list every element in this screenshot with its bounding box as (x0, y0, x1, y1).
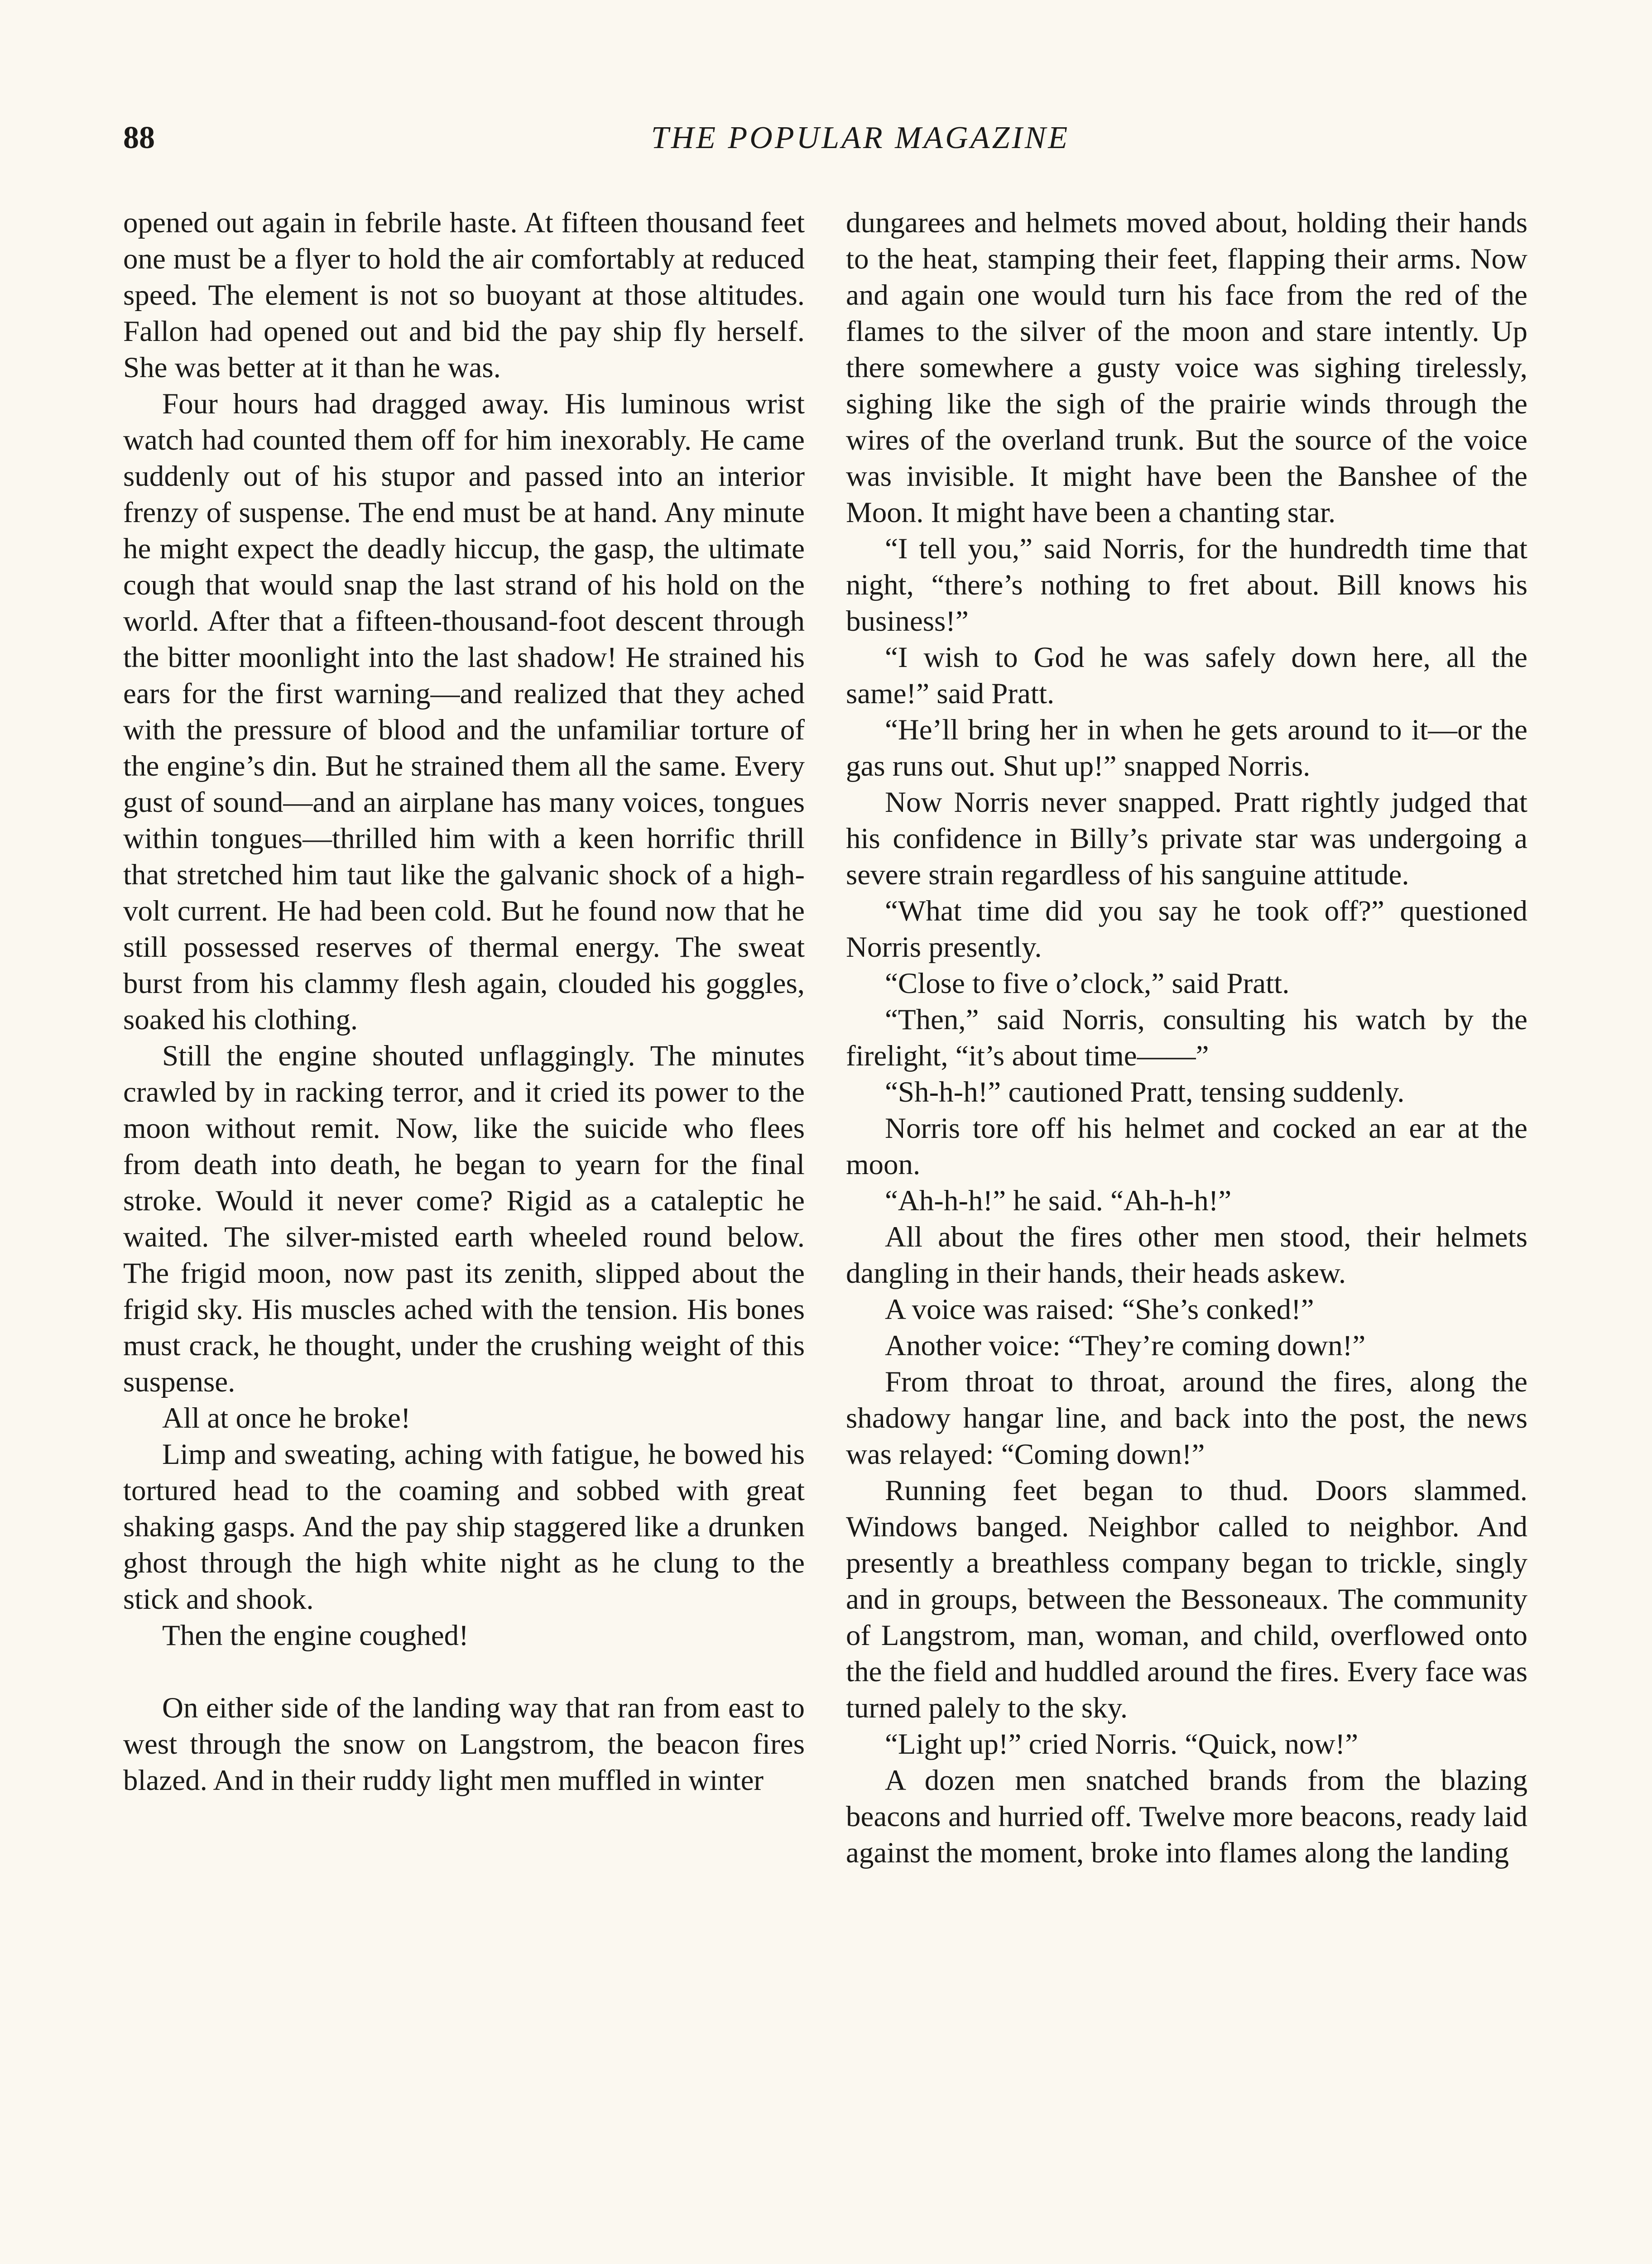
paragraph: Now Norris never snapped. Pratt rightly judged that his confidence in Billy’s private star was undergoing a severe strain regardless of his sanguine attitude. (846, 786, 1527, 891)
paragraph: Then the engine coughed! (162, 1619, 469, 1652)
right-column (846, 205, 1527, 1871)
page-number: 88 (123, 120, 155, 155)
paragraph: Four hours had dragged away. His luminous wrist watch had counted them off for him inexorably. He came suddenly out of his stupor and passed into an interior frenzy of suspense. The end must be at hand. Any minute he might expect the deadly hiccup, the gasp, the ultimate cough that would snap the last strand of his hold on the world. After that a fifteen-thousand-foot descent through the bitter moonlight into the last shadow! He strained his ears for the first warning—and realized that they ached with the pressure of blood and the unfamiliar torture of the engine’s din. But he strained them all the same. Every gust of sound—and an airplane has many voices, tongues within tongues—thrilled him with a keen horrific thrill that stretched him taut like the galvanic shock of a high-volt current. He had been cold. But he found now that he still possessed reserves of thermal energy. The sweat burst from his clammy flesh again, clouded his goggles, soaked his clothing. (123, 388, 805, 1036)
paragraph: On either side of the landing way that ran from east to west through the snow on Langstrom, the beacon fires blazed. And in their ruddy light men muffled in winter (123, 1692, 805, 1797)
paragraph: All at once he broke! (162, 1402, 411, 1434)
left-column (123, 205, 805, 1799)
paragraph: A dozen men snatched brands from the blazing beacons and hurried off. Twelve more beacons, ready laid against the moment, broke into flames along the landing (846, 1764, 1527, 1869)
paragraph: “Sh-h-h!” cautioned Pratt, tensing suddenly. (885, 1076, 1405, 1108)
paragraph: “Then,” said Norris, consulting his watch by the firelight, “it’s about time——” (846, 1003, 1527, 1072)
paragraph: Still the engine shouted unflaggingly. The minutes crawled by in racking terror, and it cried its power to the moon without remit. Now, like the suicide who flees from death into death, he began to yearn for the final stroke. Would it never come? Rigid as a cataleptic he waited. The silver-misted earth wheeled round below. The frigid moon, now past its zenith, slipped about the frigid sky. His muscles ached with the tension. His bones must crack, he thought, under the crushing weight of this suspense. (123, 1040, 805, 1398)
running-head: THE POPULAR MAGAZINE (651, 120, 1070, 155)
paragraph: “I tell you,” said Norris, for the hundredth time that night, “there’s nothing to fret about. Bill knows his business!” (846, 532, 1527, 638)
paragraph: Limp and sweating, aching with fatigue, he bowed his tortured head to the coaming and sobbed with great shaking gasps. And the pay ship staggered like a drunken ghost through the high white night as he clung to the stick and shook. (123, 1438, 805, 1616)
paragraph: Another voice: “They’re coming down!” (885, 1329, 1366, 1362)
paragraph: A voice was raised: “She’s conked!” (885, 1293, 1314, 1326)
paragraph: “Ah-h-h!” he said. “Ah-h-h!” (885, 1185, 1232, 1217)
paragraph: dungarees and helmets moved about, holding their hands to the heat, stamping their feet, flapping their arms. Now and again one would turn his face from the red of the flames to the silver of the moon and stare intently. Up there somewhere a gusty voice was sighing tirelessly, sighing like the sigh of the prairie winds through the wires of the overland trunk. But the source of the voice was invisible. It might have been the Banshee of the Moon. It might have been a chanting star. (846, 206, 1527, 529)
paragraph: All about the fires other men stood, their helmets dangling in their hands, their heads askew. (846, 1221, 1527, 1290)
paragraph: “Light up!” cried Norris. “Quick, now!” (885, 1728, 1359, 1760)
paragraph: “He’ll bring her in when he gets around to it—or the gas runs out. Shut up!” snapped Norris. (846, 714, 1527, 782)
paragraph: “I wish to God he was safely down here, all the same!” said Pratt. (846, 641, 1527, 710)
paragraph: From throat to throat, around the fires, along the shadowy hangar line, and back into the post, the news was relayed: “Coming down!” (846, 1366, 1527, 1471)
paragraph: “What time did you say he took off?” questioned Norris presently. (846, 895, 1527, 964)
paragraph: opened out again in febrile haste. At fifteen thousand feet one must be a flyer to hold the air comfortably at reduced speed. The element is not so buoyant at those altitudes. Fallon had opened out and bid the pay ship fly herself. She was better at it than he was. (123, 206, 805, 384)
paragraph: Running feet began to thud. Doors slammed. Windows banged. Neighbor called to neighbor. And presently a breathless company began to trickle, singly and in groups, between the Bessoneaux. The community of Langstrom, man, woman, and child, overflowed onto the the field and huddled around the fires. Every face was turned palely to the sky. (846, 1474, 1527, 1724)
paragraph: Norris tore off his helmet and cocked an ear at the moon. (846, 1112, 1527, 1181)
paragraph: “Close to five o’clock,” said Pratt. (885, 967, 1290, 1000)
